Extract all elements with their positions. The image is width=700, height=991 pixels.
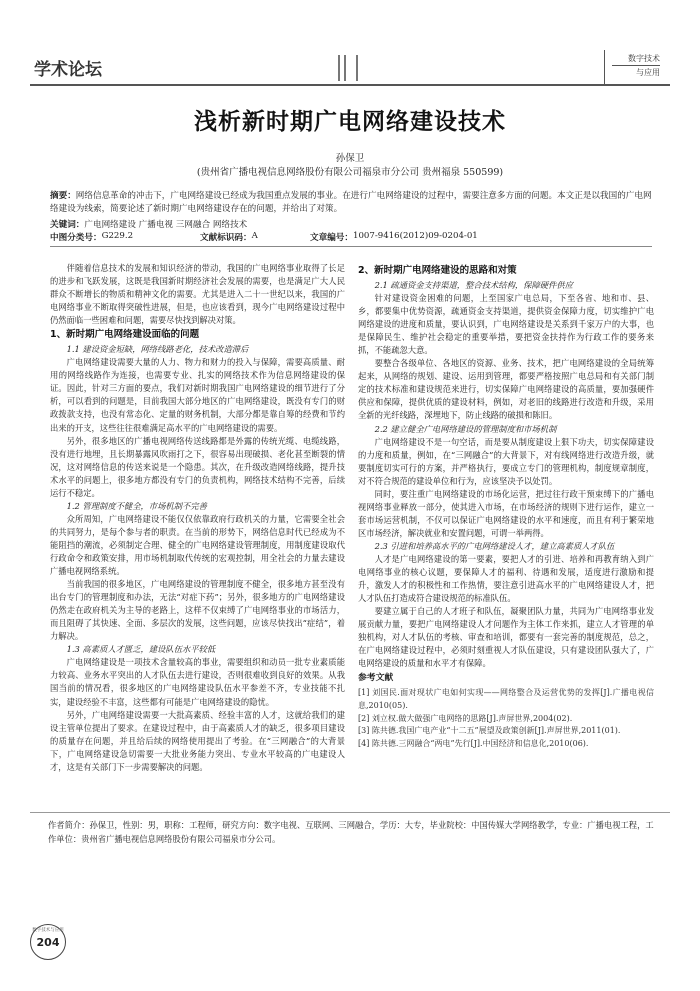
keywords bbox=[50, 218, 247, 230]
logo-line2: 与应用 bbox=[636, 68, 660, 77]
abstract-text: 网络信息革命的冲击下，广电网络建设已经成为我国重点发展的事业。在进行广电网络建设的过程中，需要注意多方面的问题。本文正是以我国的广电网络建设为线索，简要论述了新时期广电网络建设存在的问题，并给出了对策。 bbox=[50, 191, 652, 214]
paragraph-2-1b: 要整合各级单位、各地区的资源、业务、技术，把广电网络建设的全局统筹起来，从网络的规划、建设、运用到管理，都要严格按照广电总局和有关部门制定的技术标准和建设规范来进行，切实保障广电网络建设的高质量，要加强硬件供应和保障，提供优质的建设材料，例如，对老旧的线路进行改造和升级，采用全新的光纤线路，深埋地下，防止线路的破损和陈旧。 bbox=[358, 358, 654, 421]
doc-code: A bbox=[251, 231, 258, 241]
section-1-heading: 1、新时期广电网络建设面临的问题 bbox=[50, 329, 200, 341]
clc-label: 中图分类号： bbox=[50, 233, 102, 243]
abstract-separator bbox=[50, 246, 652, 247]
clc-number: G229.2 bbox=[101, 231, 134, 241]
page-badge-ring-text: 数字技术与应用 bbox=[32, 928, 64, 933]
author-bio-footnote bbox=[48, 818, 658, 846]
paragraph-2-1a: 针对建设资金困难的问题，上至国家广电总局，下至各省、地和市、县、乡，都要集中优势资源，疏通资金支持渠道，提供资金保障力度，切实维护广电网络建设的进度和质量，要认识到，广电网络建设是关系到千家万户的大事，也是保障民生、维护社会稳定的重要举措，要把资金扶持作为行政工作的要务来抓，不能疏忽大意。 bbox=[358, 293, 654, 356]
article-id: 1007-9416(2012)09-0204-01 bbox=[352, 231, 478, 241]
subsection-1-3-heading: 1.3 高素质人才匮乏，建设队伍水平较低 bbox=[66, 644, 216, 655]
paragraph-2-3a: 人才是广电网络建设的第一要素，要把人才的引进、培养和再教育纳入到广电网络事业的核心议题，要保障人才的福利、待遇和发展，适度进行激励和提升，激发人才的积极性和工作热情，要注意引进高水平的广电网络建设人才，把人才队伍打造成符合建设规范的标准队伍。 bbox=[358, 553, 654, 604]
author-affiliation: (贵州省广播电视信息网络股份有限公司福泉市分公司 贵州福泉 550599) bbox=[196, 167, 504, 178]
footnote-label: 作者简介： bbox=[48, 820, 90, 830]
reference-item: [2] 刘立权.做大做强广电网络的思路[J].声屏世界,2004(02). bbox=[358, 713, 573, 723]
paragraph-1-2b: 当前我国的很多地区，广电网络建设的管理制度不健全，很多地方甚至没有出台专门的管理制度和办法，无法“对症下药”；另外，很多地方的广电网络建设仍然走在政府机关为主导的老路上，这样不仅束缚了广电网络事业的市场活力，而且阻碍了其快速、全面、多层次的发展，这些问题，应该尽快找出“症结”，着力解决。 bbox=[50, 579, 345, 642]
header-divider-bars bbox=[336, 55, 360, 81]
footnote-text: 孙保卫，性别：男，职称：工程师，研究方向：数字电视、互联网、三网融合，学历：大专，毕业院校：中国传媒大学网络教学，专业：广播电视工程，工作单位：贵州省广播电视信息网络股份有限公司福泉市分公司。 bbox=[48, 820, 654, 844]
page-number-badge bbox=[30, 924, 66, 960]
subsection-1-1-heading: 1.1 建设资金短缺，网络线路老化，技术改造滞后 bbox=[66, 344, 249, 355]
right-column bbox=[358, 263, 654, 750]
left-column bbox=[50, 262, 345, 774]
subsection-2-2-heading: 2.2 建立健全广电网络建设的管理制度和市场机制 bbox=[374, 423, 557, 434]
footnote-rule bbox=[30, 812, 670, 813]
section-title: 学术论坛 bbox=[34, 60, 102, 80]
paragraph-2-2a: 广电网络建设不是一句空话，而是要从制度建设上狠下功夫，切实保障建设的力度和质量，例如，在“三网融合”的大背景下，对有线网络进行改造升级，就要制度切实可行的方案，并严格执行，要成立专门的管理机构，制度规章制度，对不符合规范的建设单位和行为，应该坚决予以处罚。 bbox=[358, 436, 654, 486]
subsection-1-2-heading: 1.2 管理制度不健全，市场机制不完善 bbox=[66, 500, 207, 511]
paragraph-1-2a: 众所周知，广电网络建设不能仅仅依靠政府行政机关的力量，它需要全社会的共同努力，是每个参与者的职责。在当前的形势下，网络信息时代已经成为不能阻挡的潮流，必须制定合理、健全的广电网络建设管理制度，用制度建设取代行政命令和政策安排，用市场机制取代传统的宏观控制，用全社会的力量去建设广播电视网络系统。 bbox=[50, 513, 345, 577]
paragraph-1-1b: 另外，很多地区的广播电视网络传送线路都是外露的传统光缆、电缆线路，没有进行地埋，且长期暴露风吹雨打之下，很容易出现破损、老化甚至断裂的情况，这对网络信息的传送来说是一个隐患。其次，在升级改造网络线路，提升技术水平的问题上，很多地方都没有专门的负责机构，网络技术结构不完善，后续运行不稳定。 bbox=[50, 435, 345, 498]
article-title: 浅析新时期广电网络建设技术 bbox=[194, 109, 506, 135]
section-2-heading: 2、新时期广电网络建设的思路和对策 bbox=[358, 265, 517, 276]
article-id-label: 文章编号： bbox=[310, 233, 353, 243]
subsection-2-3-heading: 2.3 引进和培养高水平的广电网络建设人才，建立高素质人才队伍 bbox=[374, 540, 615, 551]
reference-item: [3] 陈共德.我国广电产业“十二五”展望及政策创新[J].声屏世界,2011(01). bbox=[358, 726, 621, 736]
references-heading: 参考文献 bbox=[358, 673, 394, 684]
journal-logo bbox=[600, 50, 660, 86]
page-number: 204 bbox=[36, 936, 60, 949]
keywords-text: 广电网络建设 广播电视 三网融合 网络技术 bbox=[84, 220, 248, 230]
intro-paragraph: 伴随着信息技术的发展和知识经济的带动，我国的广电网络事业取得了长足的进步和飞跃发展，这既是我国新时期经济社会发展的需要，也是满足广大人民群众不断增长的物质和精神文化的需要。尤其是进入二十一世纪以来，我国的广电网络事业不断取得突破性进展，但是，也应该看到，现今广电网络建设过程中仍然面临一些困难和问题，需要尽快找到解决对策。 bbox=[50, 263, 345, 326]
paragraph-2-2b: 同时，要注重广电网络建设的市场化运营，把过往行政干预束缚下的广播电视网络事业释放一部分，使其进入市场，在市场经济的规则下进行运作，建立一套市场运营机制，不仅可以保证广电网络建设的水平和速度，而且有利于繁荣地区市场经济，解决就业和安置问题，可谓一举两得。 bbox=[358, 488, 654, 538]
reference-list bbox=[358, 687, 654, 750]
logo-line1: 数字技术 bbox=[628, 54, 660, 63]
subsection-2-1-heading: 2.1 疏通资金支持渠道，整合技术结构，保障硬件供应 bbox=[374, 280, 573, 290]
keywords-label: 关键词： bbox=[50, 220, 85, 230]
abstract bbox=[50, 190, 652, 215]
author-name: 孙保卫 bbox=[335, 153, 365, 164]
header-rule bbox=[30, 84, 670, 86]
paragraph-1-1a: 广电网络建设需要大量的人力、物力和财力的投入与保障，需要高质量、耐用的网络线路作为连接，也需要专业、扎实的网络技术作为信息网络建设的保证。因此，针对三方面的要点，我们对新时期我国广电网络建设的细节进行了分析，可以看到的问题是，目前我国大部分地区的广电网络建设，既没有专门的财政拨款支持，也没有常态化、定量的财务机制，大部分都是靠自筹的经费和节约出来的开支，这些往往很难满足高水平的广电网络建设的需要。 bbox=[50, 357, 345, 433]
paragraph-1-3a: 广电网络建设是一项技术含量较高的事业，需要组织和动员一批专业素质能力较高、业务水平突出的人才队伍去进行建设，否则很难收到良好的效果。从我国当前的情况看，很多地区的广电网络建设队伍水平参差不齐，专业技能不扎实，建设经验不丰富，这些都有可能是广电网络建设的隐忧。 bbox=[50, 657, 345, 707]
abstract-label: 摘要： bbox=[50, 191, 76, 201]
paragraph-2-3b: 要建立属于自己的人才班子和队伍，凝聚团队力量，共同为广电网络事业发展贡献力量，要把广电网络建设人才问题作为主体工作来抓，建立人才管理的单独机构，对人才队伍的考核、审查和培训，都要有一套完善的制度规范，总之，在广电网络建设过程中，必须时刻重视人才队伍建设，只有建设团队强大了，广电网络建设的质量和水平才有保障。 bbox=[358, 606, 654, 669]
reference-item: [1] 刘国民.面对现状广电如何实现——网络整合及运营优势的发挥[J].广播电视信息,2010(05). bbox=[358, 688, 654, 710]
reference-item: [4] 陈共德.三网融合“两电”先行[J].中国经济和信息化,2010(06). bbox=[358, 738, 589, 748]
paragraph-1-3b: 另外，广电网络建设需要一大批高素质、经验丰富的人才，这就给我们的建设主管单位提出了要求。在建设过程中，由于高素质人才的缺乏，很多项目建设的质量存在问题，并且给后续的网络使用提出了考验。在“三网融合”的大背景下，广电网络建设急切需要一大批业务能力突出、专业水平较高的广电建设人才，这是有关部门下一步需要解决的问题。 bbox=[50, 709, 345, 772]
doc-code-label: 文献标识码： bbox=[200, 233, 252, 243]
